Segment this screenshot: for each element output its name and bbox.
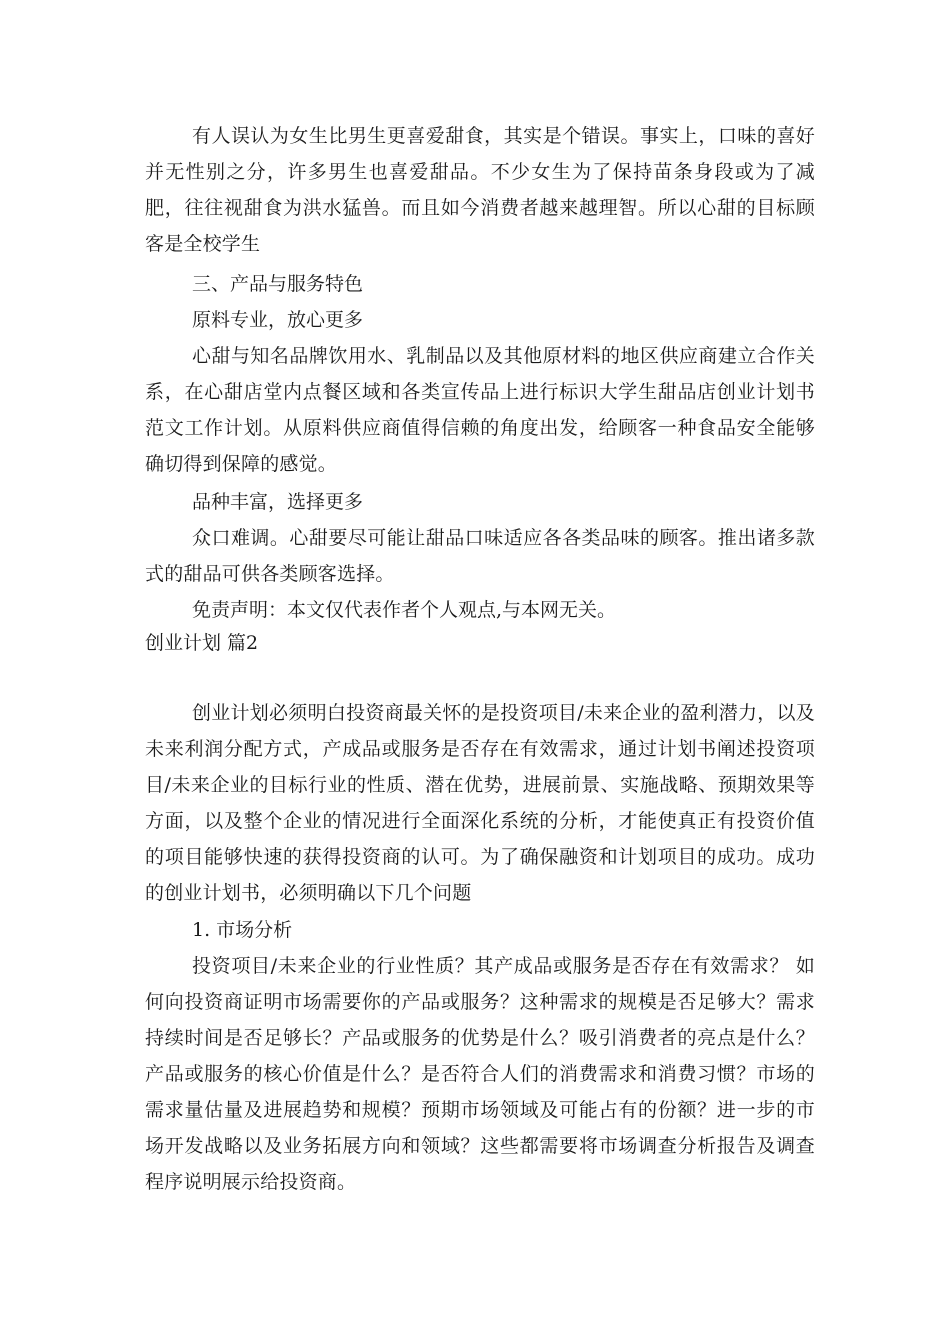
paragraph-market-analysis: 投资项目/未来企业的行业性质？其产成品或服务是否存在有效需求？ 如何向投资商证明市场需要你的产品或服务？这种需求的规模是否足够大？需求持续时间是否足够长？产品或服务的优势是什么？吸引消费者的亮点是什么？产品或服务的核心价值是什么？是否符合人们的消费需求和消费习惯？市场的需求量估量及进展趋势和规模？预期市场领域及可能占有的份额？进一步的市场开发战略以及业务拓展方向和领域？这些都需要将市场调查分析报告及调查程序说明展示给投资商。 bbox=[145, 955, 815, 1193]
paragraph-target-customers: 有人误认为女生比男生更喜爱甜食，其实是个错误。事实上，口味的喜好并无性别之分，许多男生也喜爱甜品。不少女生为了保持苗条身段或为了减肥，往往视甜食为洪水猛兽。而且如今消费者越来越理智。所以心甜的目标顾客是全校学生 bbox=[145, 125, 815, 255]
paragraph-variety: 众口难调。心甜要尽可能让甜品口味适应各各类品味的顾客。推出诸多款式的甜品可供各类顾客选择。 bbox=[145, 527, 815, 585]
disclaimer-text: 免责声明：本文仅代表作者个人观点,与本网无关。 bbox=[192, 599, 617, 621]
paragraph-ingredients: 心甜与知名品牌饮用水、乳制品以及其他原材料的地区供应商建立合作关系，在心甜店堂内点餐区域和各类宣传品上进行标识大学生甜品店创业计划书范文工作计划。从原料供应商值得信赖的角度出发，给顾客一种食品安全能够确切得到保障的感觉。 bbox=[145, 345, 815, 475]
subheading-ingredients: 原料专业，放心更多 bbox=[192, 309, 364, 331]
paragraph-business-plan-intro: 创业计划必须明白投资商最关怀的是投资项目/未来企业的盈利潜力，以及未来利润分配方式，产成品或服务是否存在有效需求，通过计划书阐述投资项目/未来企业的目标行业的性质、潜在优势，进展前景、实施战略、预期效果等方面，以及整个企业的情况进行全面深化系统的分析，才能使真正有投资价值的项目能够快速的获得投资商的认可。为了确保融资和计划项目的成功。成功的创业计划书，必须明确以下几个问题 bbox=[145, 702, 815, 904]
list-heading-market-analysis: 1. 市场分析 bbox=[192, 919, 293, 941]
document-title-part2: 创业计划 篇2 bbox=[145, 632, 259, 654]
section-heading-product-service: 三、产品与服务特色 bbox=[192, 273, 364, 295]
subheading-variety: 品种丰富，选择更多 bbox=[192, 491, 364, 513]
